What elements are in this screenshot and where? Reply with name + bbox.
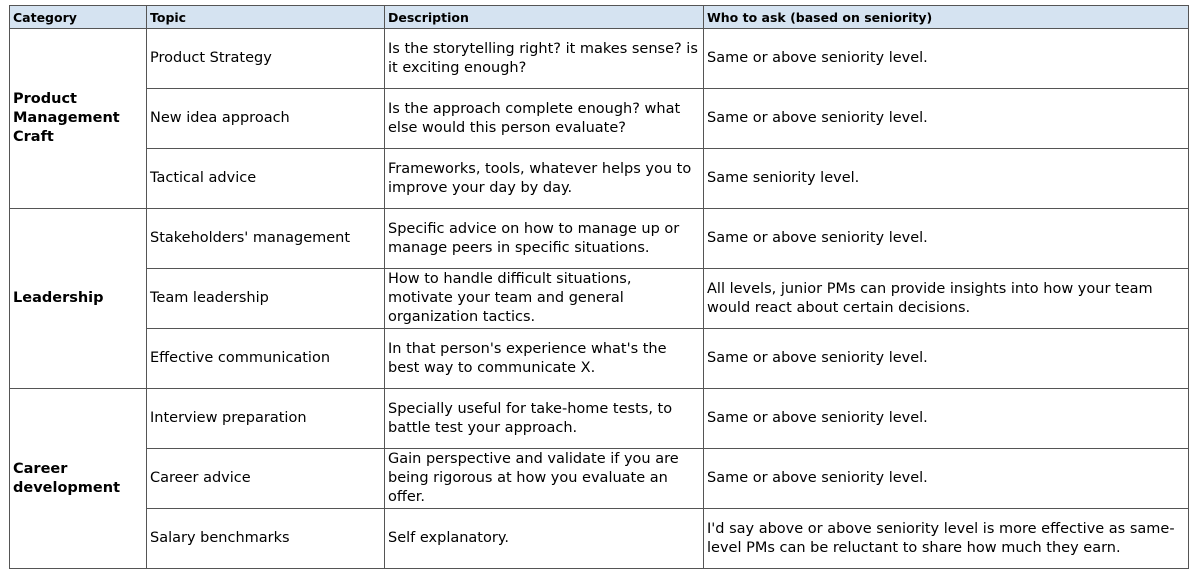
who-cell: Same or above seniority level. — [704, 449, 1189, 509]
table-row — [10, 329, 1189, 389]
table-row — [10, 209, 1189, 269]
topic-cell: Career advice — [147, 449, 385, 509]
header-who-to-ask: Who to ask (based on seniority) — [704, 6, 1189, 29]
topic-cell: Stakeholders' management — [147, 209, 385, 269]
description-cell: In that person's experience what's the best way to communicate X. — [385, 329, 704, 389]
who-cell: I'd say above or above seniority level is more effective as same-level PMs can be reluctant to share how much they earn. — [704, 509, 1189, 569]
category-cell: Product Management Craft — [10, 29, 147, 209]
who-cell: Same or above seniority level. — [704, 29, 1189, 89]
mentorship-table — [9, 5, 1189, 569]
table-row — [10, 149, 1189, 209]
category-cell: Career development — [10, 389, 147, 569]
who-cell: All levels, junior PMs can provide insights into how your team would react about certain decisions. — [704, 269, 1189, 329]
table-row — [10, 449, 1189, 509]
table-row — [10, 389, 1189, 449]
description-cell: Gain perspective and validate if you are being rigorous at how you evaluate an offer. — [385, 449, 704, 509]
header-row — [10, 6, 1189, 29]
who-cell: Same seniority level. — [704, 149, 1189, 209]
topic-cell: Salary benchmarks — [147, 509, 385, 569]
topic-cell: Interview preparation — [147, 389, 385, 449]
table-row — [10, 29, 1189, 89]
header-description: Description — [385, 6, 704, 29]
topic-cell: Team leadership — [147, 269, 385, 329]
who-cell: Same or above seniority level. — [704, 329, 1189, 389]
table-row — [10, 509, 1189, 569]
description-cell: Is the approach complete enough? what else would this person evaluate? — [385, 89, 704, 149]
description-cell: Frameworks, tools, whatever helps you to improve your day by day. — [385, 149, 704, 209]
topic-cell: Product Strategy — [147, 29, 385, 89]
description-cell: Self explanatory. — [385, 509, 704, 569]
header-category: Category — [10, 6, 147, 29]
table-row — [10, 89, 1189, 149]
table-row — [10, 269, 1189, 329]
description-cell: How to handle difficult situations, motivate your team and general organization tactics. — [385, 269, 704, 329]
who-cell: Same or above seniority level. — [704, 89, 1189, 149]
description-cell: Specially useful for take-home tests, to battle test your approach. — [385, 389, 704, 449]
topic-cell: Tactical advice — [147, 149, 385, 209]
description-cell: Is the storytelling right? it makes sense? is it exciting enough? — [385, 29, 704, 89]
topic-cell: Effective communication — [147, 329, 385, 389]
who-cell: Same or above seniority level. — [704, 389, 1189, 449]
who-cell: Same or above seniority level. — [704, 209, 1189, 269]
topic-cell: New idea approach — [147, 89, 385, 149]
category-cell: Leadership — [10, 209, 147, 389]
description-cell: Specific advice on how to manage up or manage peers in specific situations. — [385, 209, 704, 269]
header-topic: Topic — [147, 6, 385, 29]
